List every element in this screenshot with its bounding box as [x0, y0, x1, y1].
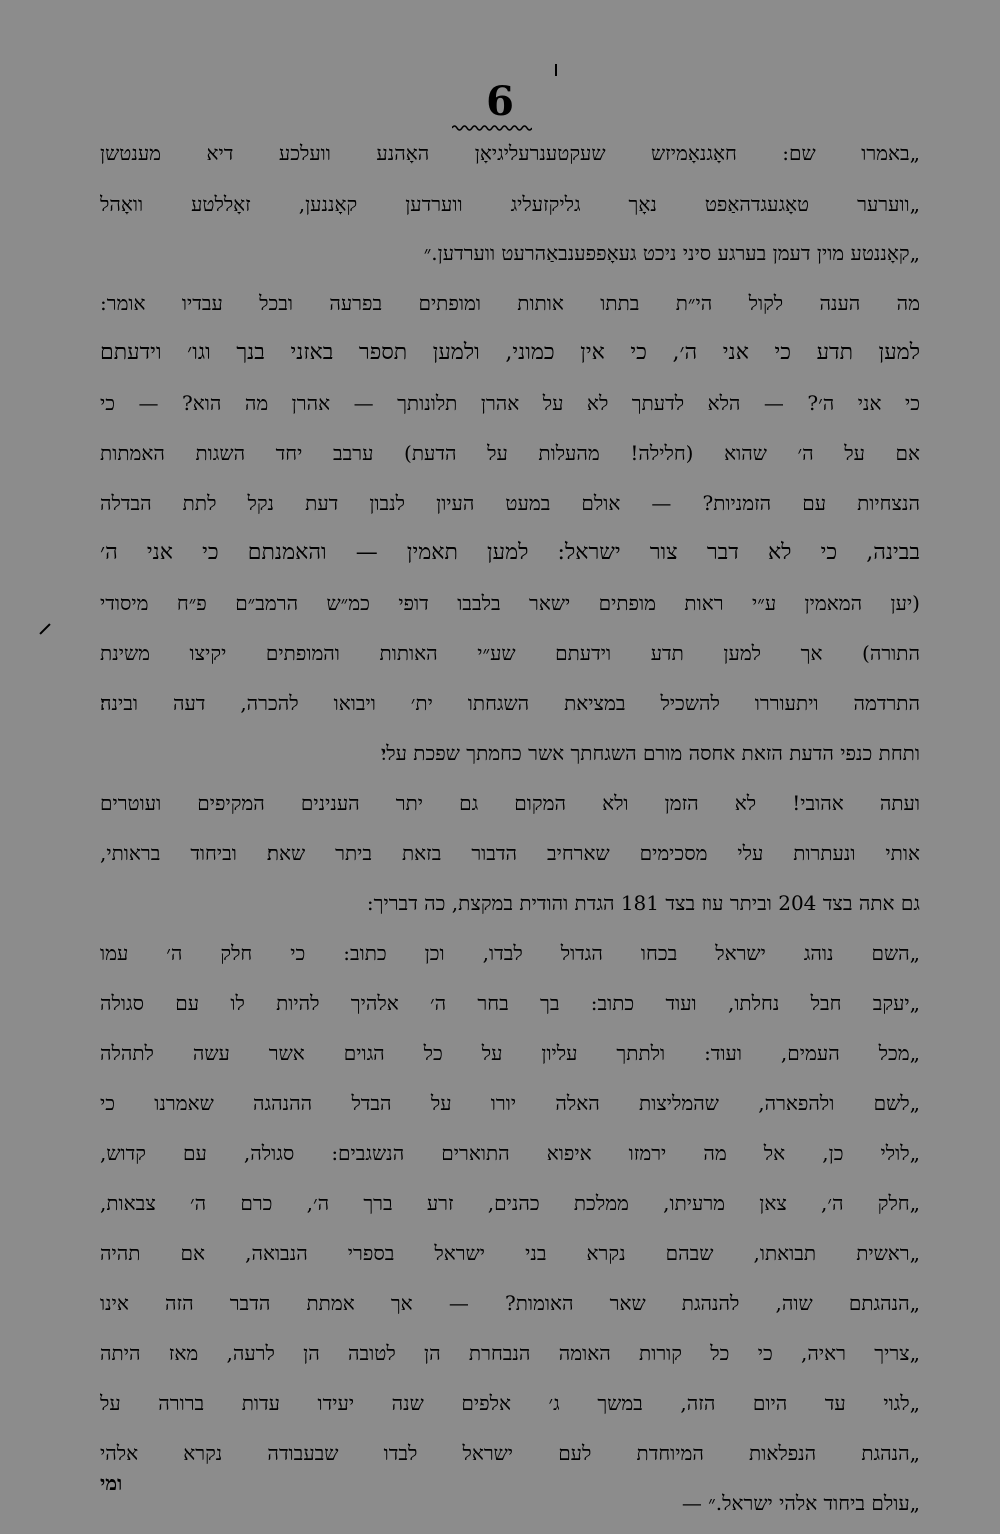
- text-line: (יען המאמין ע״י ראות מופתים ישאר בלבבו דופי כמ״ש הרמב״ם פ״ח מיסודי: [100, 591, 920, 615]
- text-line: מה הענה לקול הי״ת בתתו אותות ומופתים בפרעה ובכל עבדיו אומר:: [100, 291, 920, 315]
- text-line: „מכל העמים, ועוד: ולתתך עליון על כל הגוים אשר עשה לתהלה: [100, 1041, 920, 1065]
- text-line: „ווערער טאָגעגדהאַפט נאָך גליקזעליג ווערדען קאָננען, זאָללטע וואָהל: [100, 192, 920, 216]
- text-line: „הנהגתם שוה, להנהגת שאר האומות? — אך אמתת הדבר הזה אינו: [100, 1291, 920, 1315]
- text-line: „לולי כן, אל מה ירמזו איפוא התוארים הנשגבים: סגולה, עם קדוש,: [100, 1141, 920, 1165]
- text-line: „הנהגת הנפלאות המיוחדת לעם ישראל לבדו שבעבודה נקרא אלהי: [100, 1441, 920, 1465]
- text-line: התרדמה ויתעוררו להשכיל במציאת השגחתו ית׳ ויבואו להכרה, דעה ובינה׃: [100, 691, 920, 715]
- scan-mark: [555, 64, 557, 76]
- text-line: בבינה, כי לא דבר צור ישראל: למען תאמין — והאמנתם כי אני ה׳: [100, 540, 920, 565]
- page-number: 6: [486, 78, 514, 125]
- text-line: „השם נוהג ישראל בכחו הגדול לבדו, וכן כתוב: כי חלק ה׳ עמו: [100, 941, 920, 965]
- text-line: „לשם ולהפארה, שהמליצות האלה יורו על הבדל ההנהגה שאמרנו כי: [100, 1091, 920, 1115]
- text-line: „חלק ה׳, צאן מרעיתו, ממלכת כהנים, זרע ברך ה׳, כרם ה׳ צבאות,: [100, 1191, 920, 1215]
- text-line: אם על ה׳ שהוא (חלילה! מהעלות על הדעת) ערבב יחד השגות האמתות: [100, 441, 920, 465]
- ornament-divider: [452, 124, 532, 132]
- text-line: ועתה אהובי! לא הזמן ולא המקום גם יתר הענינים המקיפים ועוטרים: [100, 791, 920, 815]
- text-line: „ראשית תבואתו, שבהם נקרא בני ישראל בספרי הנבואה, אם תהיה: [100, 1241, 920, 1265]
- text-line: אותי ונעתרות עלי מסכימים שארחיב הדבור בזאת ביתר שאת׃ וביחוד בראותי,: [100, 841, 920, 865]
- text-line: למען תדע כי אני ה׳, כי אין כמוני, ולמען תספר באזני בנך וגו׳ וידעתם: [100, 340, 920, 365]
- text-line: „יעקב חבל נחלתו, ועוד כתוב: בך בחר ה׳ אלהיך להיות לו עם סגולה: [100, 991, 920, 1015]
- text-line: התורה) אך למען תדע וידעתם שע״י האותות והמופתים יקיצו משינת: [100, 641, 920, 665]
- text-line: „באמרו שם: חאָגנאָמיזש שעקטענרעליגיאָן האָהנע וועלכע דיא מענטשן: [100, 141, 920, 165]
- text-line: הנצחיות עם הזמניות? — אולם במעט העיון לנבון דעת נקל לתת הבדלה: [100, 491, 920, 515]
- text-line: „צריך ראיה, כי כל קורות האומה הנבחרת הן לטובה הן לרעה, מאז היתה: [100, 1341, 920, 1365]
- scan-mark: [39, 623, 50, 634]
- text-line: ותחת כנפי הדעת הזאת אחסה מורם השגחתך אשר כחמתך שפכת עלי׃: [381, 741, 920, 765]
- text-line: „עולם ביחוד אלהי ישראל.״ —: [681, 1491, 920, 1515]
- text-line: „קאָננטע מוין דעמן בערגע סיני ניכט געאָפפענבאַהרעט ווערדען.״: [423, 241, 920, 265]
- text-line: גם אתה בצד 204 וביתר עוז בצד 181 הגדת והודית במקצת, כה דבריך:: [366, 891, 920, 915]
- text-line: כי אני ה׳? — הלא לדעתך לא על אהרן תלונותך — אהרן מה הוא? — כי: [100, 391, 920, 415]
- text-line: „לגוי עד היום הזה, במשך ג׳ אלפים שנה יעידו עדות ברורה על: [100, 1391, 920, 1415]
- catchword: ומי: [100, 1471, 123, 1495]
